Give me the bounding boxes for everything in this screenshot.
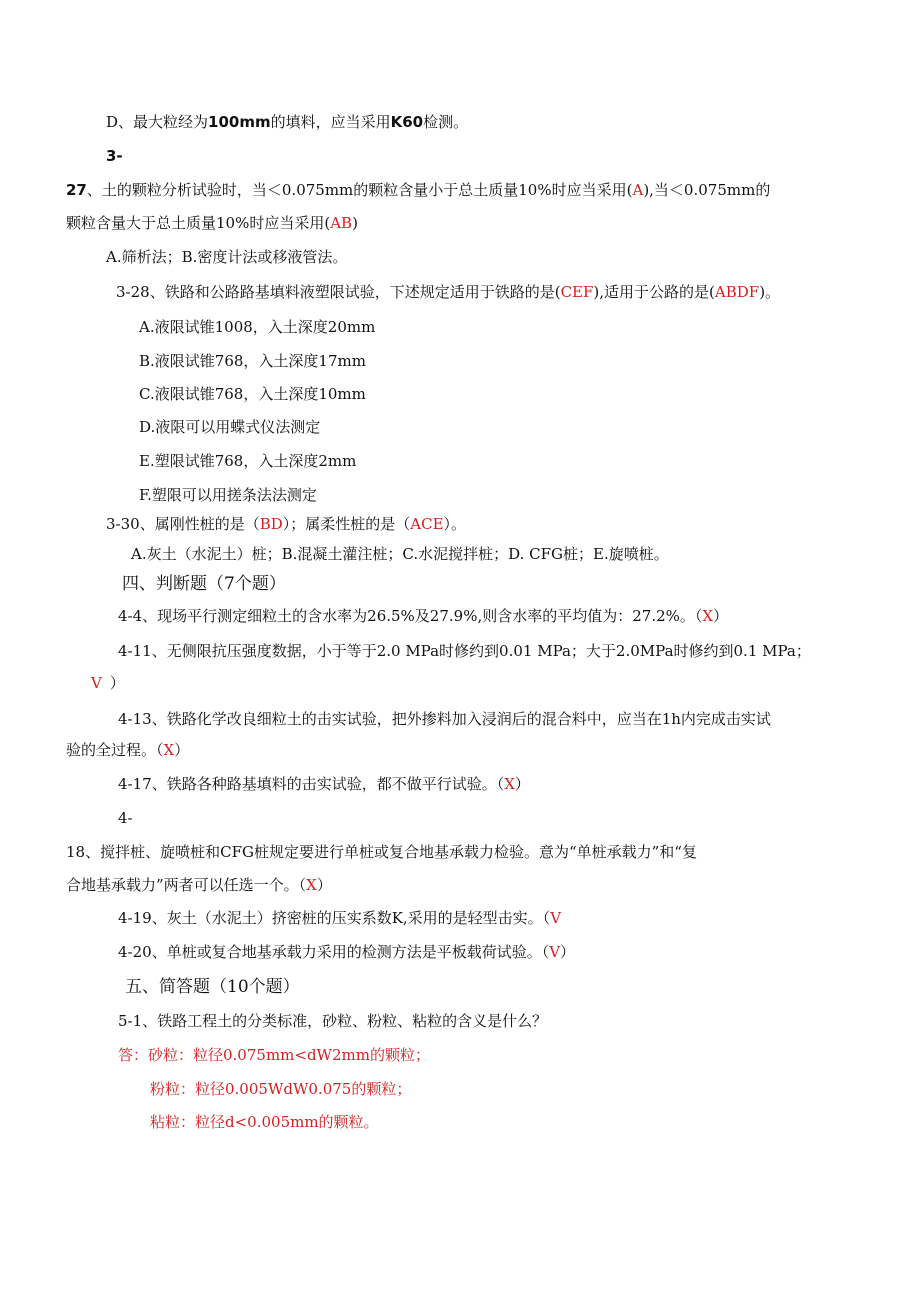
q3-28-option: D.液限可以用蝶式仪法测定 [139,418,321,436]
answer-mark: V [549,943,561,961]
q3-28-question: 3-28、铁路和公路路基填料液塑限试验，下述规定适用于铁路的是(CEF),适用于公路的是(ABDF)。 [116,283,781,301]
section-4-title: 四、判断题（7个题） [122,574,286,594]
q3-27-line1: 27、土的颗粒分析试验时，当＜0.075mm的颗粒含量小于总土质量10%时应当采用(A),当＜0.075mm的 [66,181,771,199]
q4-18-line1: 18、搅拌桩、旋喷桩和CFG桩规定要进行单桩或复合地基承载力检验。意为“单桩承载力”和“复 [66,843,697,861]
section-5-title: 五、简答题（10个题） [125,977,300,997]
answer-mark: V [550,909,562,927]
answer-mark: ABDF [714,283,760,301]
q3-28-option: F.塑限可以用搓条法法测定 [139,486,317,504]
q5-1-answer-line: 答：砂粒：粒径0.075mm<dW2mm的颗粒； [118,1046,430,1064]
answer-mark: AB [330,214,353,232]
q4-11-line1: 4-11、无侧限抗压强度数据，小于等于2.0 MPa时修约到0.01 MPa；大于2.0MPa时修约到0.1 MPa； [118,642,811,660]
q4-18-line2: 合地基承载力”两者可以任选一个。（X） [66,876,332,894]
q4-13-line1: 4-13、铁路化学改良细粒土的击实试验，把外掺料加入浸润后的混合料中，应当在1h内完成击实试 [118,710,771,728]
answer-mark: CEF [560,283,594,301]
q3-28-option: E.塑限试锥768，入土深度2mm [139,452,357,470]
q5-1-answer-line: 粉粒：粒径0.005WdW0.075的颗粒； [150,1080,412,1098]
answer-mark: X [702,607,714,625]
q3-28-option: C.液限试锥768，入土深度10mm [139,385,366,403]
q4-13-line2: 验的全过程。（X） [66,741,190,759]
answer-mark: X [504,775,515,793]
answer-mark: X [163,741,175,759]
q3-27-number-prefix: 3- [106,147,123,165]
q5-1-answer-line: 粘粒：粒径d<0.005mm的颗粒。 [150,1113,379,1131]
q4-17: 4-17、铁路各种路基填料的击实试验，都不做平行试验。（X） [118,775,530,793]
q3-30-question: 3-30、属刚性桩的是（BD）；属柔性桩的是（ACE）。 [106,515,467,533]
q4-20: 4-20、单桩或复合地基承载力采用的检测方法是平板载荷试验。（V） [118,943,576,961]
q5-1-question: 5-1、铁路工程土的分类标准，砂粒、粉粒、粘粒的含义是什么？ [118,1012,548,1030]
q4-19: 4-19、灰土（水泥土）挤密桩的压实系数K,采用的是轻型击实。（V [118,909,562,927]
q4-4: 4-4、现场平行测定细粒土的含水率为26.5%及27.9%,则含水率的平均值为：27.2%。（X） [118,607,729,625]
answer-mark: V [91,674,102,692]
answer-mark: A [632,181,644,199]
answer-mark: X [306,876,317,894]
q3-27-line2: 颗粒含量大于总土质量10%时应当采用(AB) [66,214,358,232]
q3-26-option-d: D、最大粒经为100mm的填料，应当采用K60检测。 [106,113,469,131]
q3-28-option: A.液限试锥1008，入土深度20mm [139,318,376,336]
q3-30-options: A.灰土（水泥土）桩；B.混凝土灌注桩；C.水泥搅拌桩；D. CFG桩；E.旋喷桩。 [131,545,669,563]
q3-28-option: B.液限试锥768，入土深度17mm [139,352,366,370]
answer-mark: ACE [410,515,444,533]
q4-18-number-prefix: 4- [118,809,133,827]
q4-11-line2: V ） [91,674,125,692]
answer-mark: BD [259,515,283,533]
q3-27-options: A.筛析法；B.密度计法或移液管法。 [106,248,348,266]
